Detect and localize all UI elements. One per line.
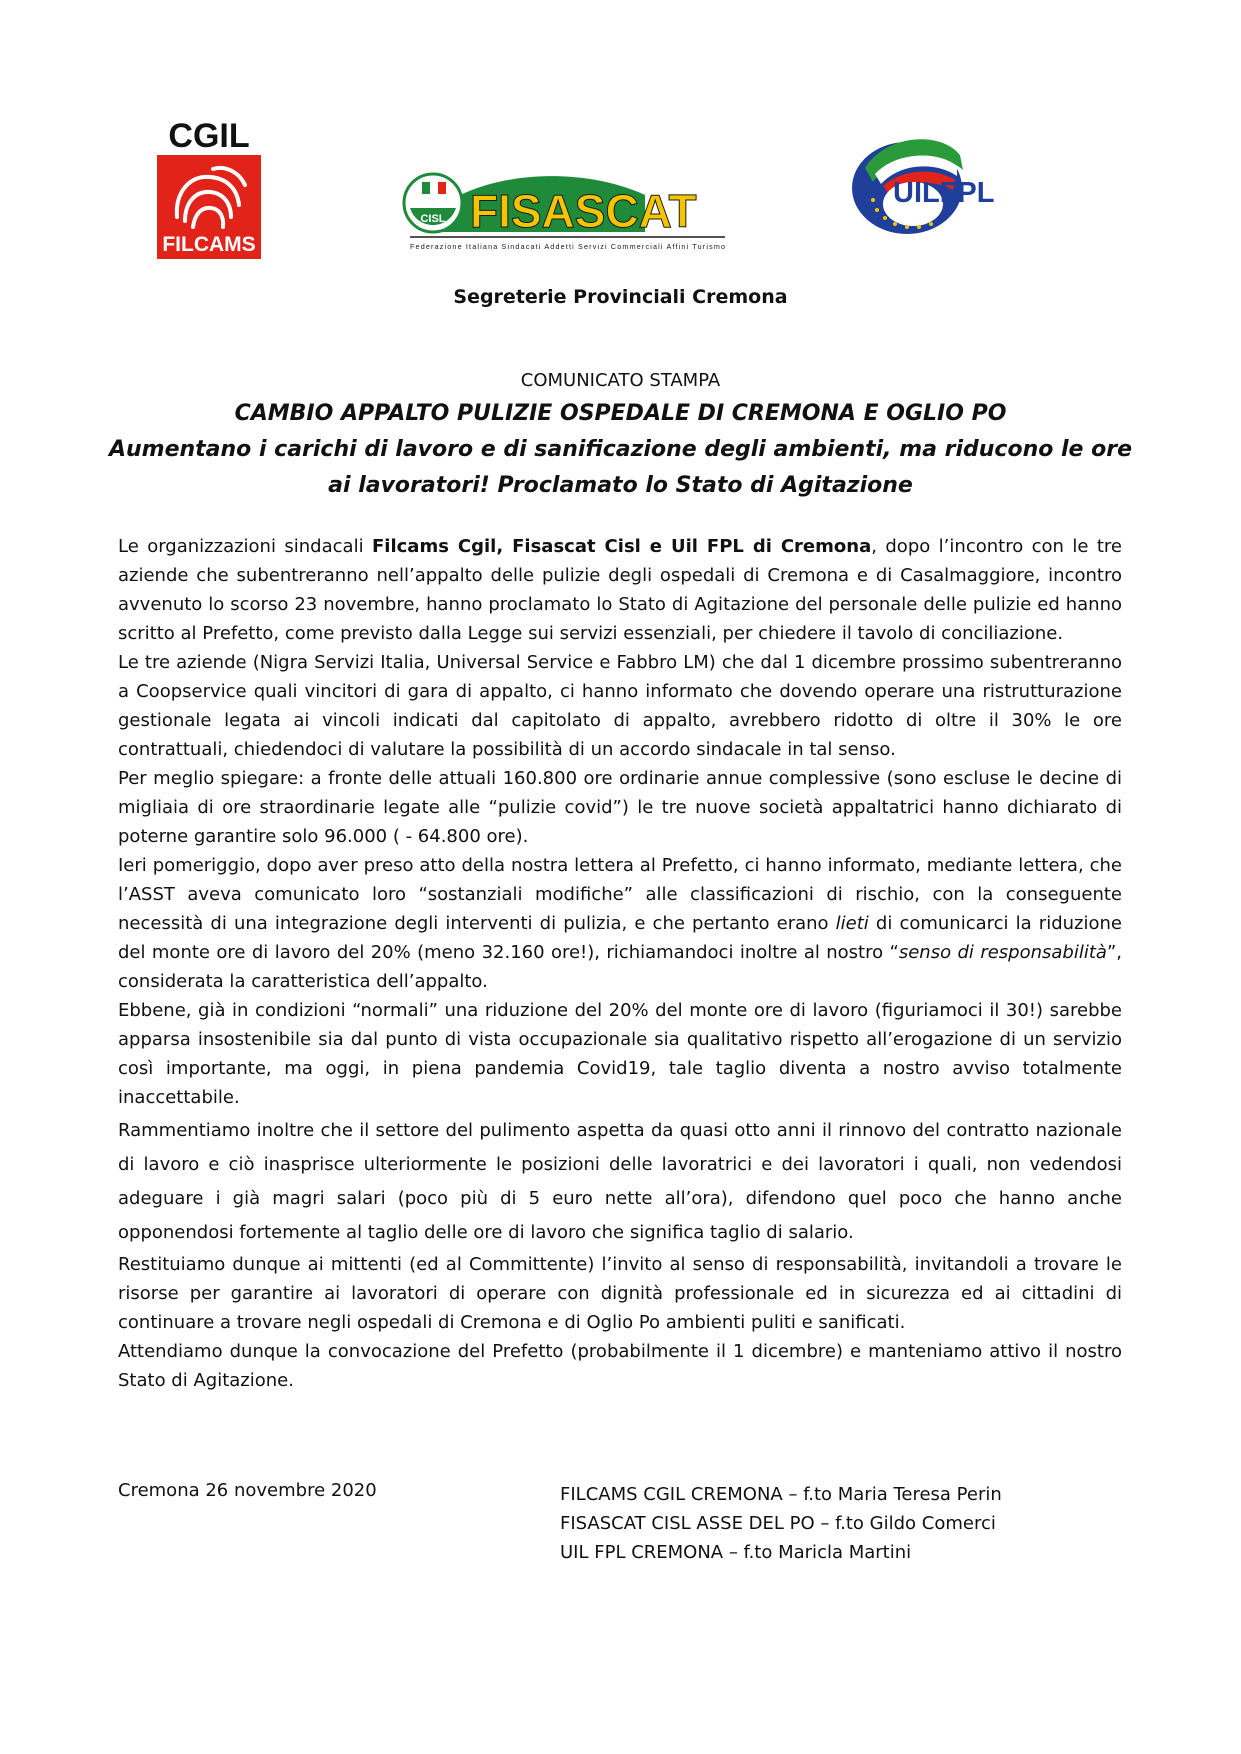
signature-fisascat: FISASCAT CISL ASSE DEL PO – f.to Gildo Comerci <box>560 1513 996 1534</box>
paragraph-1-text-a: Le organizzazioni sindacali <box>118 536 372 557</box>
fisascat-cisl-logo <box>400 160 735 255</box>
paragraph-4-text-a: Ieri pomeriggio, dopo aver preso atto della nostra lettera al Prefetto, ci hanno informato, mediante lettera, che l’ASST aveva comunicato loro “sostanziali modifiche” alle classificazioni di rischio, con la conseguente necessità di una integrazione degli interventi di pulizia, e che pertanto erano <box>118 855 1122 934</box>
paragraph-4 <box>118 851 1122 996</box>
segreterie-heading: Segreterie Provinciali Cremona <box>453 286 788 308</box>
paragraph-4-text-c: ”, considerata la caratteristica dell’appalto. <box>118 942 1122 992</box>
paragraph-8: Attendiamo dunque la convocazione del Prefetto (probabilmente il 1 dicembre) e manteniamo attivo il nostro Stato di Agitazione. <box>118 1341 1122 1391</box>
lieti-italic: lieti <box>835 913 869 934</box>
paragraph-7: Restituiamo dunque ai mittenti (ed al Committente) l’invito al senso di responsabilità, invitandoli a trovare le risorse per garantire ai lavoratori di operare con dignità professionale ed in sicurezza ed ai cittadini di continuare a trovare negli ospedali di Cremona e di Oglio Po ambienti puliti e sanificati. <box>118 1254 1122 1333</box>
cgil-filcams-logo <box>155 117 263 259</box>
senso-di-responsabilita-italic: senso di responsabilità <box>898 942 1107 963</box>
uilfpl-name-text: UILFPL <box>893 177 995 209</box>
paragraph-6: Rammentiamo inoltre che il settore del pulimento aspetta da quasi otto anni il rinnovo del contratto nazionale di lavoro e ciò inasprisce ulteriormente le posizioni delle lavoratrici e dei lavoratori i quali, non vedendosi adeguare i già magri salari (poco più di 5 euro nette all’ora), difendono quel poco che hanno anche opponendosi fortemente al taglio delle ore di lavoro che significa taglio di salario. <box>118 1120 1122 1243</box>
fisascat-subtitle-text: Federazione Italiana Sindacati Addetti Servizi Commerciali Affini Turismo <box>410 242 725 251</box>
cgil-logo-text: CGIL <box>168 117 250 155</box>
paragraph-5: Ebbene, già in condizioni “normali” una riduzione del 20% del monte ore di lavoro (figuriamoci il 30!) sarebbe apparsa insostenibile sia dal punto di vista occupazionale sia qualitativo rispetto all’erogazione di un servizio così importante, ma oggi, in piena pandemia Covid19, tale taglio diventa a nostro avviso totalmente inaccettabile. <box>118 1000 1122 1108</box>
filcams-logo-text: FILCAMS <box>162 233 256 256</box>
union-names-bold: Filcams Cgil, Fisascat Cisl e Uil FPL di Cremona <box>372 536 872 557</box>
press-release-body <box>118 532 1122 1395</box>
fisascat-name-text: FISASCAT <box>470 185 697 237</box>
signatures-block <box>560 1480 1002 1567</box>
paragraph-1-text-b: , dopo l’incontro con le tre aziende che subentreranno nell’appalto delle pulizie degli ospedali di Cremona e di Casalmaggiore, incontro avvenuto lo scorso 23 novembre, hanno proclamato lo Stato di Agitazione del personale delle pulizie ed hanno scritto al Prefetto, come previsto dalla Legge sui servizi essenziali, per chiedere il tavolo di conciliazione. <box>118 536 1123 644</box>
date-line: Cremona 26 novembre 2020 <box>118 1480 377 1501</box>
signature-uilfpl: UIL FPL CREMONA – f.to Maricla Martini <box>560 1542 912 1563</box>
cisl-badge-text: CISL <box>420 213 446 225</box>
signature-filcams: FILCAMS CGIL CREMONA – f.to Maria Teresa Perin <box>560 1484 1002 1505</box>
comunicato-stampa-label: COMUNICATO STAMPA <box>520 370 721 391</box>
paragraph-1 <box>118 532 1122 648</box>
paragraph-4-text-b: di comunicarci la riduzione del monte ore di lavoro del 20% (meno 32.160 ore!), richiamandoci inoltre al nostro “ <box>118 913 1122 963</box>
uilfpl-logo <box>845 130 1005 240</box>
press-release-title: CAMBIO APPALTO PULIZIE OSPEDALE DI CREMONA E OGLIO PO <box>234 401 1007 426</box>
paragraph-2: Le tre aziende (Nigra Servizi Italia, Universal Service e Fabbro LM) che dal 1 dicembre prossimo subentreranno a Coopservice quali vincitori di gara di appalto, ci hanno informato che dovendo operare una ristrutturazione gestionale legata ai vincoli indicati dal capitolato di appalto, avrebbero ridotto di oltre il 30% le ore contrattuali, chiedendoci di valutare la possibilità di un accordo sindacale in tal senso. <box>118 652 1122 760</box>
press-release-subtitle: Aumentano i carichi di lavoro e di sanificazione degli ambienti, ma riducono le ore ai lavoratori! Proclamato lo Stato di Agitazione <box>108 437 1133 498</box>
paragraph-3: Per meglio spiegare: a fronte delle attuali 160.800 ore ordinarie annue complessive (sono escluse le decine di migliaia di ore straordinarie legate alle “pulizie covid”) le tre nuove società appaltatrici hanno dichiarato di poterne garantire solo 96.000 ( - 64.800 ore). <box>118 768 1122 847</box>
